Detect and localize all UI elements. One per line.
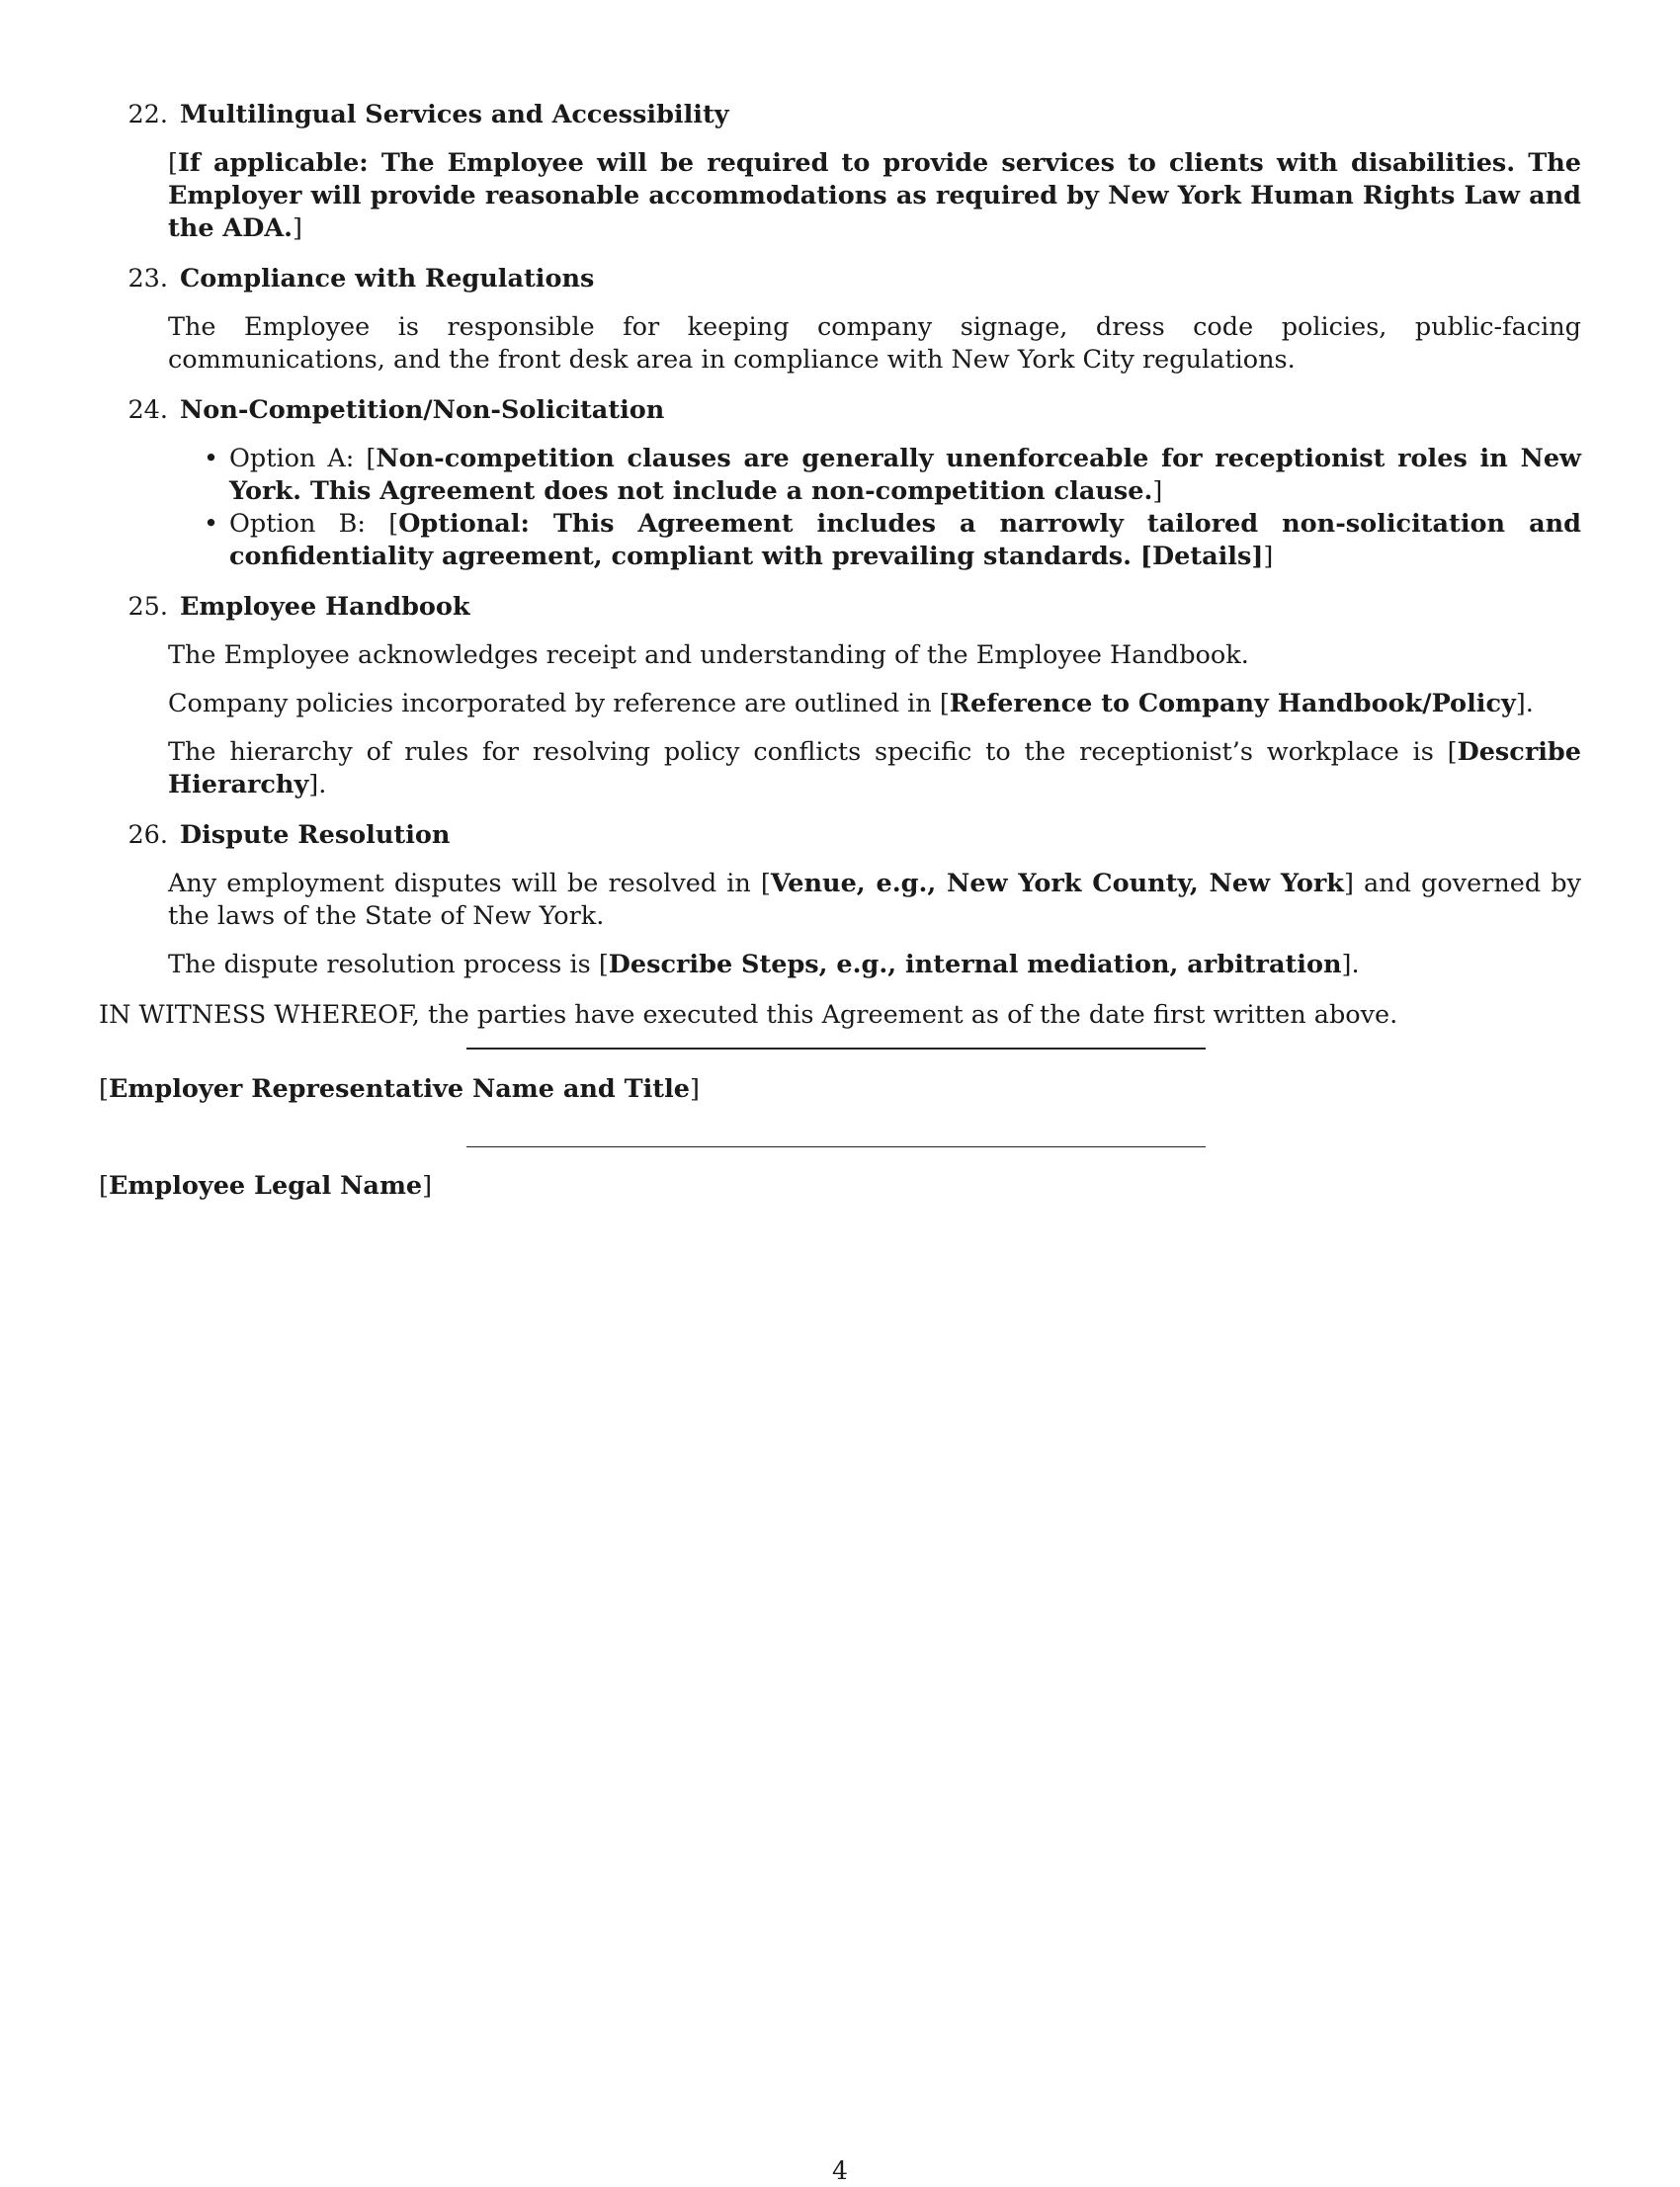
option-b-suffix: ]: [1263, 542, 1274, 571]
bullet-icon: •: [204, 509, 219, 539]
section-22-body: [168, 147, 1581, 245]
bracket-open: [: [168, 148, 178, 178]
bracket-close: ]: [690, 1074, 700, 1104]
section-25: [99, 591, 1581, 801]
section-24-body: [168, 443, 1581, 573]
text-prefix: Any employment disputes will be resolved in [: [168, 869, 771, 898]
section-title: Non-Competition/Non-Solicitation: [180, 395, 665, 425]
section-25-body: [168, 639, 1581, 801]
option-a-text: Non-competition clauses are generally unenforceable for receptionist roles in New York. This Agreement does not include a non-competition clause.: [229, 444, 1582, 506]
accessibility-paragraph: [168, 147, 1581, 245]
option-a-prefix: Option A: [: [229, 444, 377, 473]
bracket-open: [: [99, 1171, 109, 1201]
text-suffix: ].: [308, 770, 327, 799]
section-number: 22.: [127, 100, 168, 129]
section-number: 25.: [127, 592, 168, 622]
text-prefix: The dispute resolution process is [: [168, 950, 609, 979]
section-24: [99, 394, 1581, 573]
section-26-body: [168, 868, 1581, 981]
section-23-body: [168, 311, 1581, 377]
section-title: Compliance with Regulations: [180, 264, 595, 294]
text-suffix: ].: [1515, 689, 1534, 718]
text-suffix: ].: [1341, 950, 1360, 979]
employee-name-placeholder: Employee Legal Name: [108, 1171, 423, 1201]
text-prefix: Company policies incorporated by reference are outlined in [: [168, 689, 950, 718]
section-26-heading: [99, 819, 1581, 852]
employer-signature-line: [466, 1048, 1206, 1050]
option-b-prefix: Option B: [: [229, 509, 399, 539]
page-number: 4: [832, 2156, 848, 2185]
section-25-heading: [99, 591, 1581, 624]
options-list: [168, 443, 1581, 573]
witness-statement: IN WITNESS WHEREOF, the parties have executed this Agreement as of the date first written above.: [99, 1000, 1398, 1030]
employer-signature-label: [99, 1073, 700, 1106]
employee-signature-line: [466, 1146, 1206, 1147]
section-22-heading: [99, 99, 1581, 131]
dispute-process-paragraph: [168, 949, 1581, 981]
option-a-item: [168, 443, 1581, 508]
employer-name-placeholder: Employer Representative Name and Title: [108, 1074, 690, 1104]
section-23: [99, 263, 1581, 377]
venue-paragraph: [168, 868, 1581, 933]
section-23-heading: [99, 263, 1581, 295]
section-number: 26.: [127, 820, 168, 850]
bracket-close: ]: [422, 1171, 433, 1201]
section-26: [99, 819, 1581, 981]
employee-signature-label: [99, 1170, 432, 1203]
employee-signature-block: [99, 1129, 1581, 1225]
handbook-reference-paragraph: [168, 688, 1581, 720]
handbook-reference-placeholder: Reference to Company Handbook/Policy: [949, 689, 1516, 718]
section-24-heading: [99, 394, 1581, 427]
hierarchy-placeholder: Describe Hierarchy: [168, 737, 1581, 799]
section-title: Employee Handbook: [180, 592, 470, 622]
section-title: Dispute Resolution: [180, 820, 451, 850]
venue-placeholder: Venue, e.g., New York County, New York: [770, 869, 1344, 898]
option-b-text: Optional: This Agreement includes a narrowly tailored non-solicitation and confidentiality agreement, compliant with prevailing standards. [Details]: [229, 509, 1581, 571]
bracket-close: ]: [292, 213, 302, 243]
section-22: [99, 99, 1581, 245]
accessibility-clause: If applicable: The Employee will be required to provide services to clients with disabilities. The Employer will provide reasonable accommodations as required by New York Human Rights Law and the ADA.: [168, 148, 1581, 243]
handbook-receipt-paragraph: The Employee acknowledges receipt and understanding of the Employee Handbook.: [168, 640, 1249, 670]
section-number: 23.: [127, 264, 168, 294]
dispute-steps-placeholder: Describe Steps, e.g., internal mediation, arbitration: [608, 950, 1342, 979]
document-page: [99, 99, 1581, 1225]
hierarchy-paragraph: [168, 736, 1581, 801]
compliance-paragraph: The Employee is responsible for keeping company signage, dress code policies, public-facing communications, and the front desk area in compliance with New York City regulations.: [168, 312, 1581, 375]
section-title: Multilingual Services and Accessibility: [180, 100, 729, 129]
bracket-open: [: [99, 1074, 109, 1104]
text-prefix: The hierarchy of rules for resolving policy conflicts specific to the receptionist’s workplace is [: [168, 737, 1458, 767]
section-number: 24.: [127, 395, 168, 425]
bullet-icon: •: [204, 444, 219, 473]
option-a-suffix: ]: [1152, 476, 1163, 506]
employer-signature-block: [99, 1032, 1581, 1129]
option-b-item: [168, 508, 1581, 573]
text-suffix: ] and governed by the laws of the State of New York.: [168, 869, 1581, 931]
